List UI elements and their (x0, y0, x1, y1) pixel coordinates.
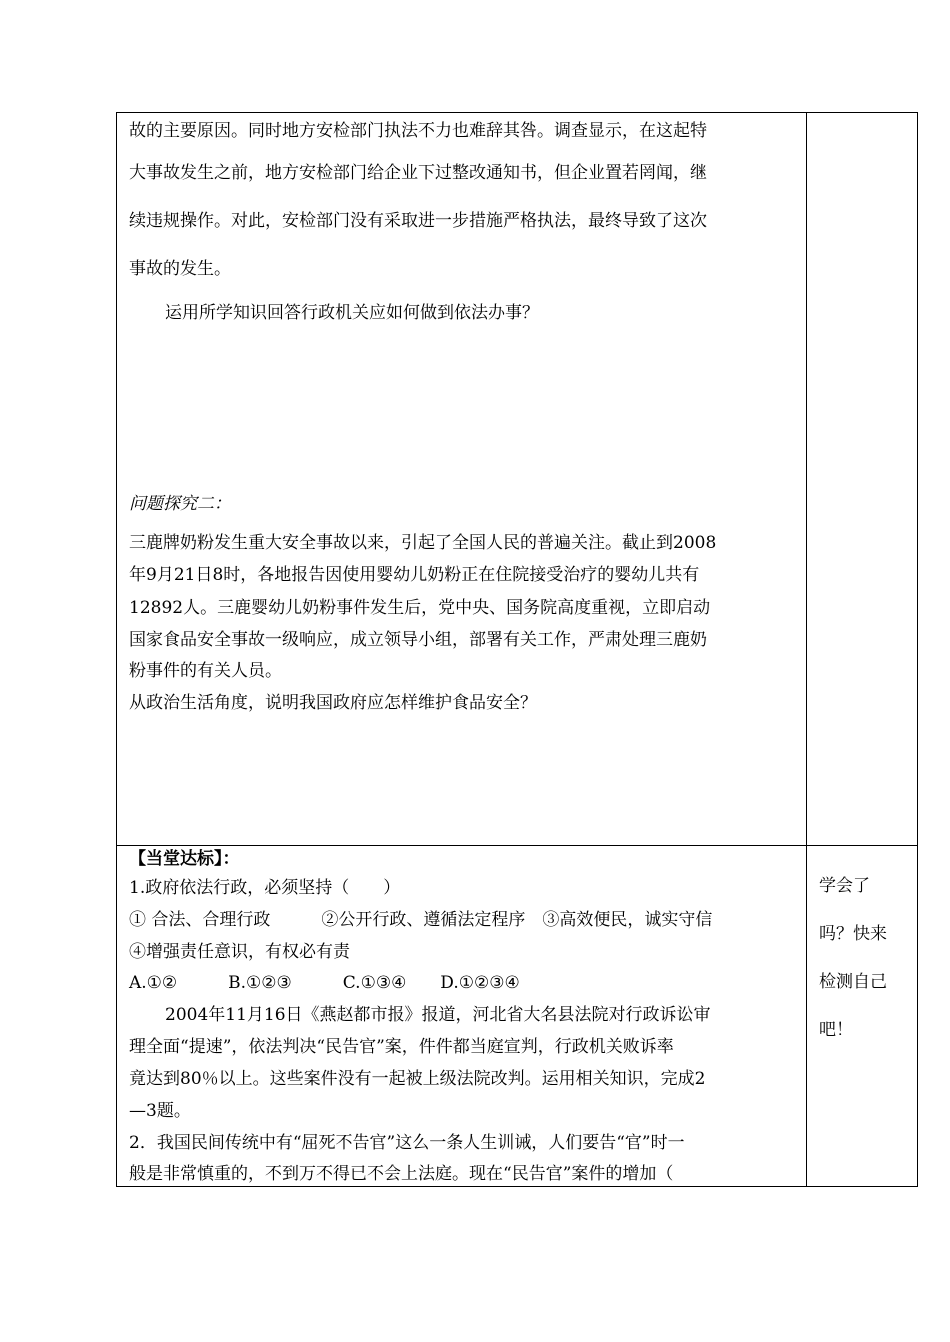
side-note-line-2: 吗？快来 (819, 924, 887, 944)
case1-question: 运用所学知识回答行政机关应如何做到依法办事？ (165, 303, 539, 323)
practice-passage-line-4: —3题。 (129, 1101, 191, 1121)
case1-line-4: 事故的发生。 (129, 259, 231, 279)
case1-line-3: 续违规操作。对此，安检部门没有采取进一步措施严格执法，最终导致了这次 (129, 211, 707, 231)
practice-q1-options-line1: ① 合法、合理行政 ②公开行政、遵循法定程序 ③高效便民，诚实守信 (129, 910, 713, 930)
practice-passage-line-2: 理全面“提速”，依法判决“民告官”案，件件都当庭宣判，行政机关败诉率 (129, 1037, 674, 1057)
inquiry2-line-2: 年9月21日8时，各地报告因使用婴幼儿奶粉正在住院接受治疗的婴幼儿共有 (129, 565, 700, 585)
practice-q1: 1.政府依法行政，必须坚持（ ） (129, 878, 401, 898)
case1-line-1: 故的主要原因。同时地方安检部门执法不力也难辞其咎。调查显示，在这起特 (129, 121, 707, 141)
practice-heading: 【当堂达标】： (129, 849, 240, 869)
side-note-line-1: 学会了 (819, 876, 870, 896)
practice-q2-line-1: 2．我国民间传统中有“屈死不告官”这么一条人生训诫，人们要告“官”时一 (129, 1133, 685, 1153)
inquiry2-line-4: 国家食品安全事故一级响应，成立领导小组，部署有关工作，严肃处理三鹿奶 (129, 630, 707, 650)
practice-q1-options-line2: ④增强责任意识，有权必有责 (129, 942, 350, 962)
side-note-cell-empty (807, 113, 918, 846)
inquiry2-heading: 问题探究二： (129, 494, 231, 514)
side-note-cell (807, 846, 918, 1187)
practice-passage-line-3: 竟达到80％以上。这些案件没有一起被上级法院改判。运用相关知识，完成2 (129, 1069, 706, 1089)
worksheet-table (116, 112, 918, 1187)
side-note-line-4: 吧！ (819, 1020, 853, 1040)
inquiry2-line-3: 12892人。三鹿婴幼儿奶粉事件发生后，党中央、国务院高度重视，立即启动 (129, 598, 711, 618)
practice-q1-answers: A.①② B.①②③ C.①③④ D.①②③④ (129, 973, 520, 993)
practice-q2-line-2: 般是非常慎重的，不到万不得已不会上法庭。现在“民告官”案件的增加（ (129, 1164, 674, 1184)
inquiry2-line-5: 粉事件的有关人员。 (129, 661, 282, 681)
case1-line-2: 大事故发生之前，地方安检部门给企业下过整改通知书，但企业置若罔闻，继 (129, 163, 707, 183)
inquiry2-line-1: 三鹿牌奶粉发生重大安全事故以来，引起了全国人民的普遍关注。截止到2008 (129, 533, 717, 553)
side-note-line-3: 检测自己 (819, 972, 887, 992)
practice-cell (117, 846, 807, 1187)
case-study-cell (117, 113, 807, 846)
practice-passage-line-1: 2004年11月16日《燕赵都市报》报道，河北省大名县法院对行政诉讼审 (165, 1005, 711, 1025)
inquiry2-question: 从政治生活角度，说明我国政府应怎样维护食品安全？ (129, 693, 537, 713)
